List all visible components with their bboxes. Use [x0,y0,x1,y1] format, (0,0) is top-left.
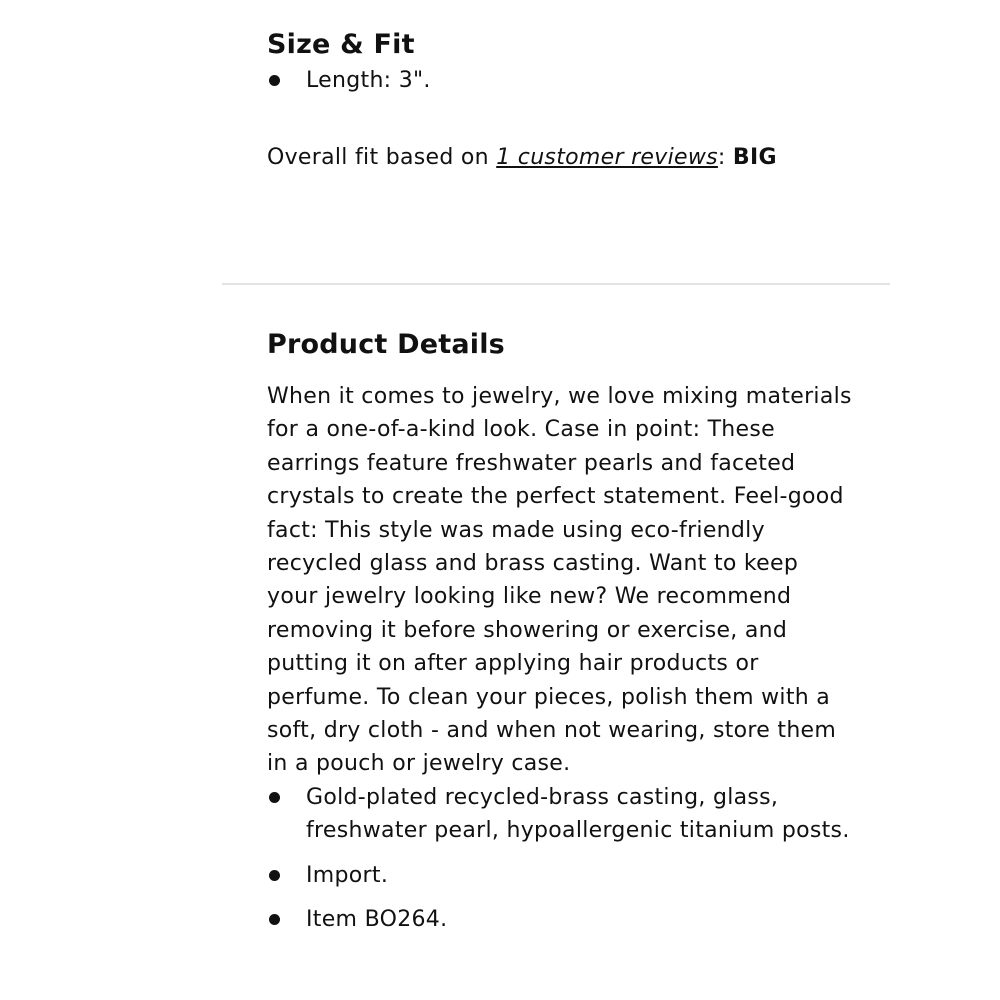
product-description: When it comes to jewelry, we love mixing materials for a one-of-a-kind look. Case in point: These earrings feature freshwater pearls and faceted crystals to create the perfect statement. Feel-good fact: This style was made using eco-friendly recycled glass and brass casting. Want to keep your jewelry looking like new? We recommend removing it before showering or exercise, and putting it on after applying hair products or perfume. To clean your pieces, polish them with a soft, dry cloth - and when not wearing, store them in a pouch or jewelry case. [267,384,852,777]
list-item: Item BO264. [267,903,857,936]
product-details-heading: Product Details [267,329,505,360]
product-details-list [267,781,857,937]
overall-fit-value: BIG [732,145,777,171]
size-fit-list [267,64,857,97]
list-item: Length: 3". [267,64,857,97]
size-fit-heading: Size & Fit [267,29,415,60]
size-fit-section [267,26,857,174]
overall-fit-separator: : [717,145,733,171]
product-details-section [267,326,857,948]
overall-fit-line [267,141,857,174]
overall-fit-prefix: Overall fit based on [267,145,497,171]
list-item: Import. [267,859,857,892]
section-divider [222,283,890,285]
customer-reviews-link[interactable]: 1 customer reviews [496,145,718,171]
list-item: Gold-plated recycled-brass casting, glass, freshwater pearl, hypoallergenic titanium posts. [267,781,857,848]
